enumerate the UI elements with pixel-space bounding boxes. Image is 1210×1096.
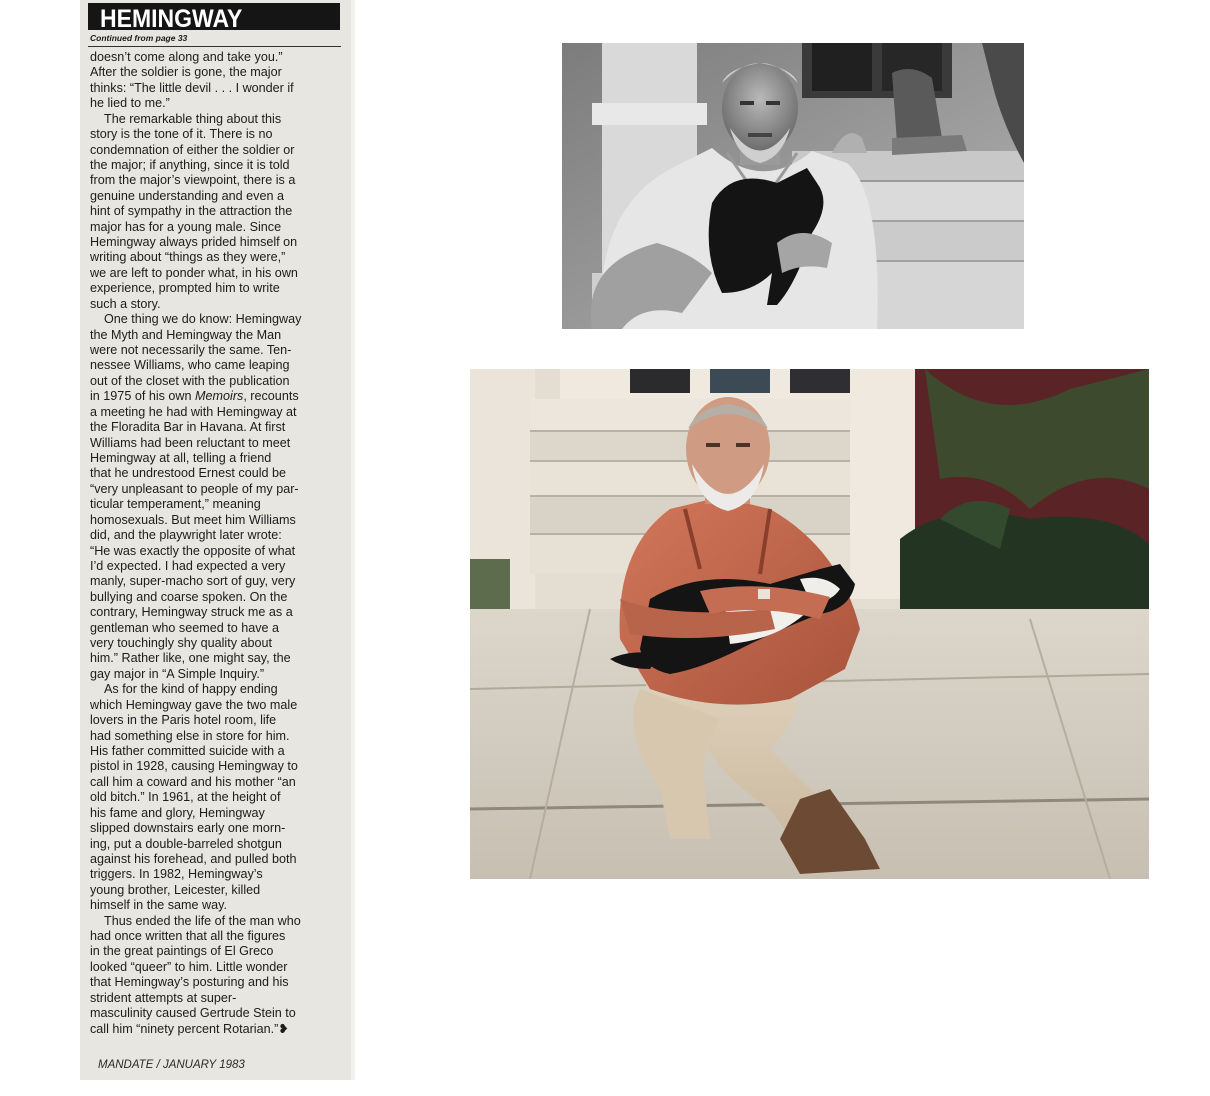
article-line — [90, 312, 342, 327]
article-line-text: in 1975 of his own — [90, 389, 196, 404]
magazine-clipping — [80, 0, 355, 1080]
article-line-text: the major; if anything, since it is told — [90, 157, 290, 172]
article-line-text: manly, super-macho sort of guy, very — [90, 574, 296, 589]
article-line — [90, 837, 342, 852]
continued-note: Continued from page 33 — [90, 33, 188, 43]
article-line — [90, 173, 342, 188]
article-line — [90, 343, 342, 358]
article-line — [90, 975, 342, 990]
article-line-text: , recounts — [243, 389, 299, 404]
article-line-text: such a story. — [90, 296, 161, 311]
article-line-text: homosexuals. But meet him Williams — [90, 512, 296, 527]
article-line-text: that he undrestood Ernest could be — [90, 466, 287, 481]
article-line — [90, 158, 342, 173]
article-line-text: major has for a young male. Since — [90, 219, 282, 234]
article-line-text: had once written that all the figures — [90, 929, 286, 944]
article-line — [90, 389, 342, 404]
article-line — [90, 405, 342, 420]
headline-bar — [88, 3, 340, 33]
article-line — [90, 50, 342, 65]
article-line-text: thinks: “The little devil . . . I wonder if — [90, 80, 294, 95]
headline: HEMINGWAY — [100, 5, 243, 33]
article-line — [90, 189, 342, 204]
article-line-text: masculinity caused Gertrude Stein to — [90, 1006, 296, 1021]
article-line — [90, 605, 342, 620]
article-line-text: old bitch.” In 1961, at the height of — [90, 790, 281, 805]
article-line-text: One thing we do know: Hemingway — [104, 312, 302, 327]
article-line — [90, 65, 342, 80]
end-mark-icon: ❥ — [278, 1021, 289, 1036]
article-line — [90, 81, 342, 96]
article-line — [90, 127, 342, 142]
article-line-text: him.” Rather like, one might say, the — [90, 651, 291, 666]
article-line-text: young brother, Leicester, killed — [90, 882, 261, 897]
article-line-text: pistol in 1928, causing Hemingway to — [90, 759, 298, 774]
article-line-text: genuine understanding and even a — [90, 188, 284, 203]
divider — [88, 46, 341, 47]
article-line-text: Williams had been reluctant to meet — [90, 435, 291, 450]
article-line — [90, 281, 342, 296]
article-line-text: nessee Williams, who came leaping — [90, 358, 290, 373]
article-line — [90, 651, 342, 666]
article-line-text: Hemingway at all, telling a friend — [90, 450, 272, 465]
article-line-text: in the great paintings of El Greco — [90, 944, 274, 959]
article-line-text: triggers. In 1982, Hemingway’s — [90, 867, 263, 882]
article-line-text: hint of sympathy in the attraction the — [90, 204, 293, 219]
article-line-text: “He was exactly the opposite of what — [90, 543, 296, 558]
article-line-text: had something else in store for him. — [90, 728, 290, 743]
photo1-illustration — [562, 43, 1024, 329]
article-line — [90, 806, 342, 821]
article-line — [90, 790, 342, 805]
article-body — [90, 50, 342, 1037]
article-line-text: Thus ended the life of the man who — [104, 913, 301, 928]
article-line — [90, 898, 342, 913]
article-line-text: we are left to ponder what, in his own — [90, 265, 298, 280]
article-line-text: As for the kind of happy ending — [104, 682, 278, 697]
article-line — [90, 960, 342, 975]
article-line-text: gay major in “A Simple Inquiry.” — [90, 666, 265, 681]
bw-photo-man-holding-black-cat — [562, 43, 1024, 329]
article-line — [90, 759, 342, 774]
article-italic-title: Memoirs — [195, 389, 244, 404]
article-line — [90, 436, 342, 451]
article-line — [90, 235, 342, 250]
article-line — [90, 466, 342, 481]
article-line — [90, 914, 342, 929]
article-line-text: ticular temperament,” meaning — [90, 497, 261, 512]
article-line — [90, 528, 342, 543]
clipping-edge — [351, 0, 355, 1080]
article-line-text: which Hemingway gave the two male — [90, 697, 298, 712]
article-line — [90, 297, 342, 312]
article-line — [90, 220, 342, 235]
article-line — [90, 1006, 342, 1021]
article-line — [90, 682, 342, 697]
article-line — [90, 266, 342, 281]
article-line-text: condemnation of either the soldier or — [90, 142, 295, 157]
article-line — [90, 698, 342, 713]
article-line — [90, 497, 342, 512]
article-line-text: his fame and glory, Hemingway — [90, 805, 265, 820]
article-line — [90, 944, 342, 959]
article-line-text: story is the tone of it. There is no — [90, 127, 273, 142]
article-line-text: slipped downstairs early one morn- — [90, 821, 286, 836]
color-photo-man-sitting-on-steps-with-cat — [470, 369, 1149, 879]
article-line — [90, 544, 342, 559]
article-line-text: from the major’s viewpoint, there is a — [90, 173, 296, 188]
article-line-text: bullying and coarse spoken. On the — [90, 589, 288, 604]
article-line-text: a meeting he had with Hemingway at — [90, 404, 297, 419]
article-line-text: did, and the playwright later wrote: — [90, 528, 282, 543]
article-line — [90, 451, 342, 466]
article-line — [90, 204, 342, 219]
article-line-text: “very unpleasant to people of my par- — [90, 481, 299, 496]
article-line — [90, 328, 342, 343]
article-line-text: After the soldier is gone, the major — [90, 65, 282, 80]
article-line-text: call him a coward and his mother “an — [90, 774, 296, 789]
article-line-text: strident attempts at super- — [90, 990, 237, 1005]
article-line — [90, 1022, 342, 1037]
article-line-text: the Floradita Bar in Havana. At first — [90, 420, 286, 435]
article-line — [90, 112, 342, 127]
article-line — [90, 559, 342, 574]
article-line-text: were not necessarily the same. Ten- — [90, 343, 292, 358]
article-line — [90, 590, 342, 605]
article-line — [90, 667, 342, 682]
article-line-text: Hemingway always prided himself on — [90, 235, 298, 250]
article-line-text: very touchingly shy quality about — [90, 636, 273, 651]
article-line — [90, 867, 342, 882]
photo2-illustration — [470, 369, 1149, 879]
article-line-text: gentleman who seemed to have a — [90, 620, 280, 635]
article-line-text: contrary, Hemingway struck me as a — [90, 605, 293, 620]
article-line — [90, 775, 342, 790]
article-line-text: call him “ninety percent Rotarian.” — [90, 1021, 279, 1036]
article-line-text: against his forehead, and pulled both — [90, 851, 297, 866]
footer-credit: MANDATE / JANUARY 1983 — [98, 1059, 245, 1071]
article-line-text: doesn’t come along and take you.” — [90, 50, 283, 64]
article-line-text: out of the closet with the publication — [90, 373, 290, 388]
article-line — [90, 420, 342, 435]
article-line — [90, 883, 342, 898]
article-line-text: The remarkable thing about this — [104, 111, 282, 126]
article-line-text: ing, put a double-barreled shotgun — [90, 836, 282, 851]
article-line — [90, 143, 342, 158]
article-line — [90, 744, 342, 759]
article-line-text: he lied to me.” — [90, 96, 170, 111]
article-line-text: writing about “things as they were,” — [90, 250, 286, 265]
article-line — [90, 991, 342, 1006]
article-line — [90, 482, 342, 497]
article-line — [90, 358, 342, 373]
article-line — [90, 96, 342, 111]
article-line-text: looked “queer” to him. Little wonder — [90, 959, 288, 974]
article-line — [90, 621, 342, 636]
article-line-text: himself in the same way. — [90, 898, 227, 913]
article-line-text: lovers in the Paris hotel room, life — [90, 713, 277, 728]
article-line — [90, 574, 342, 589]
article-line — [90, 729, 342, 744]
article-line — [90, 250, 342, 265]
article-line — [90, 852, 342, 867]
article-line-text: His father committed suicide with a — [90, 743, 285, 758]
article-line — [90, 713, 342, 728]
article-line — [90, 513, 342, 528]
article-line — [90, 636, 342, 651]
article-line-text: that Hemingway’s posturing and his — [90, 975, 289, 990]
article-line-text: I’d expected. I had expected a very — [90, 558, 286, 573]
article-line — [90, 374, 342, 389]
article-line — [90, 821, 342, 836]
article-line-text: experience, prompted him to write — [90, 281, 280, 296]
article-line — [90, 929, 342, 944]
article-line-text: the Myth and Hemingway the Man — [90, 327, 282, 342]
